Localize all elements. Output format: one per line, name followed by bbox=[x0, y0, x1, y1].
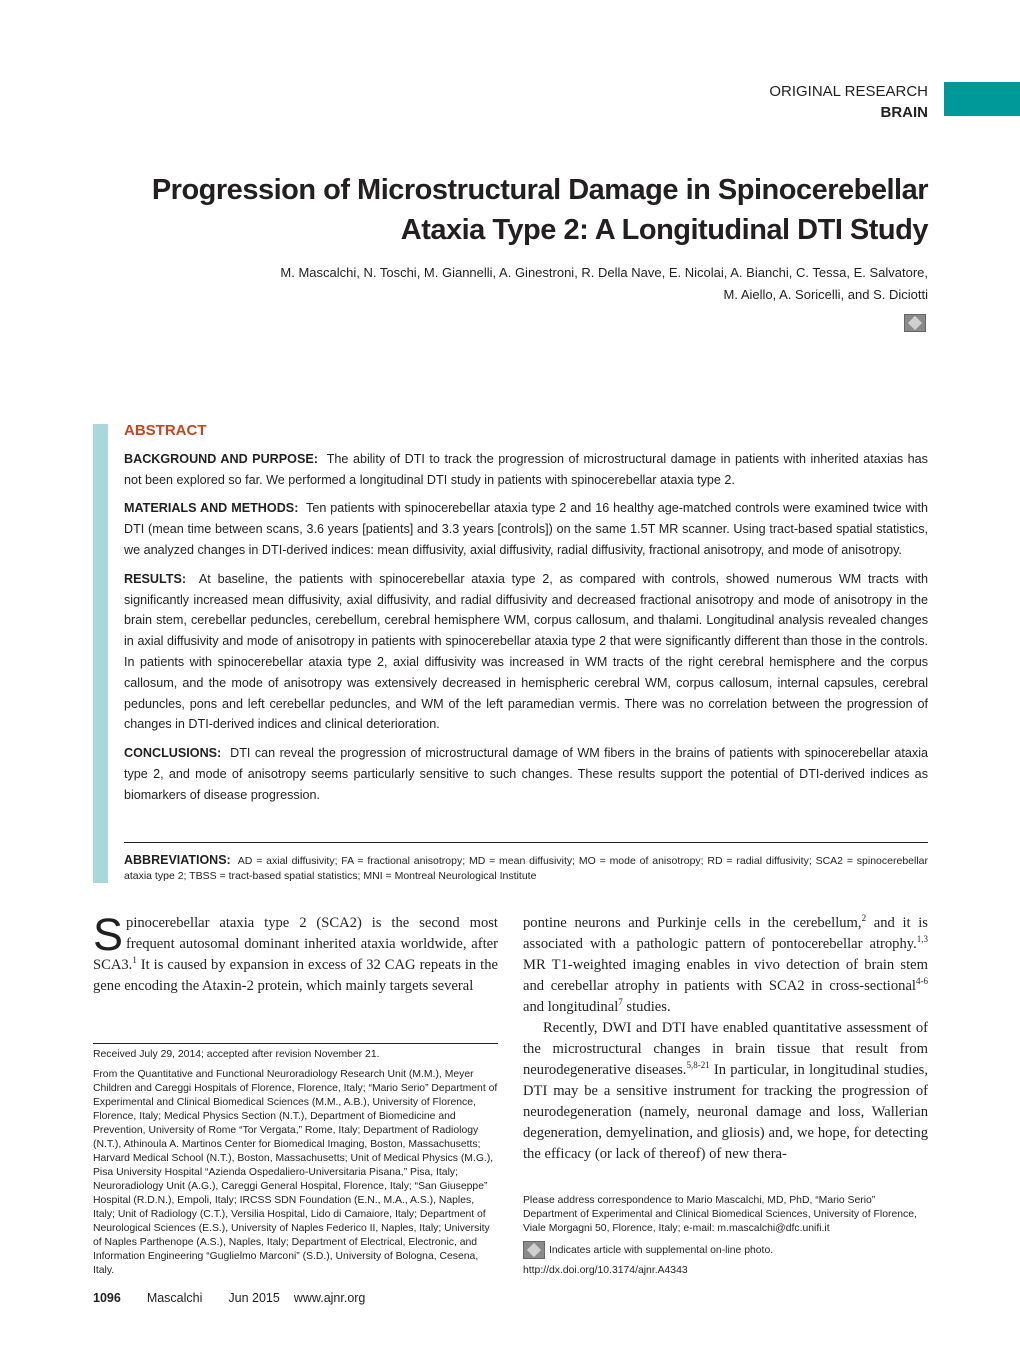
received-date: Received July 29, 2014; accepted after revision November 21. bbox=[93, 1049, 380, 1060]
authors-line: M. Aiello, A. Soricelli, and S. Diciotti bbox=[723, 287, 928, 302]
supplemental-photo-icon bbox=[904, 314, 926, 332]
abstract-side-bar bbox=[93, 424, 108, 883]
title-line: Ataxia Type 2: A Longitudinal DTI Study bbox=[400, 214, 928, 246]
correspondence: Please address correspondence to Mario Mascalchi, MD, PhD, “Mario Serio” Department of Experimental and Clinical Biomedical Sciences, University of Florence, Viale Morgagni 50, Florence, Italy; e-mail: m.mascalchi@dfc.unifi.it bbox=[523, 1195, 917, 1234]
abstract bbox=[124, 421, 928, 814]
supplemental-photo-icon bbox=[523, 1241, 545, 1259]
page-footer bbox=[93, 1291, 391, 1305]
body-column-right bbox=[523, 913, 928, 1165]
footnote-divider bbox=[93, 1043, 498, 1044]
abstract-results: RESULTS: At baseline, the patients with spinocerebellar ataxia type 2, as compared with controls, showed numerous WM tracts with significantly increased mean diffusivity, axial diffusivity, and radial diffusivity and decreased fractional anisotropy and mode of anisotropy in the brain stem, cerebellar peduncles, cerebellum, cerebral hemisphere WM, corpus callosum, and thalami. Longitudinal analysis revealed changes in axial diffusivity and mode of anisotropy in patients with spinocerebellar ataxia type 2 that were significantly different than those in the controls. In patients with spinocerebellar ataxia type 2, axial diffusivity was increased in WM tracts of the right cerebral hemisphere and the corpus callosum, and the mode of anisotropy was extensively decreased in hemispheric cerebral WM, corpus callosum, internal capsules, cerebral peduncles, pons and left cerebellar peduncles, and WM of the left paramedian vermis. There was no correlation between the progression of changes in DTI-derived indices and clinical deterioration. bbox=[124, 571, 928, 732]
affiliations: From the Quantitative and Functional Neuroradiology Research Unit (M.M.), Meyer Children and Careggi Hospitals of Florence, Florence, Italy; “Mario Serio” Department of Experimental and Clinical Biomedical Sciences (M.M., A.B.), University of Florence, Florence, Italy; Medical Physics Section (N.T.), Department of Biomedicine and Prevention, University of Rome “Tor Vergata,” Rome, Italy; Department of Radiology (N.T.), Athinoula A. Martinos Center for Biomedical Imaging, Boston, Massachusetts; Harvard Medical School (N.T.), Boston, Massachusetts; Unit of Medical Physics (M.G.), Pisa University Hospital “Azienda Ospedaliero-Universitaria Pisana,” Pisa, Italy; Neuroradiology Unit (A.G.), Careggi General Hospital, Florence, Italy; “San Giuseppe” Hospital (R.D.N.), Empoli, Italy; IRCSS SDN Foundation (E.N., M.A., A.S.), Naples, Italy; Unit of Radiology (C.T.), Versilia Hospital, Lido di Camaiore, Italy; Department of Neurological Sciences (E.S.), University of Naples Federico II, Naples, Italy; University of Naples Parthenope (A.S.), Naples, Italy; Department of Electrical, Electronic, and Information Engineering “Guglielmo Marconi” (S.D.), University of Bologna, Cesena, Italy. bbox=[93, 1069, 498, 1276]
abstract-heading: ABSTRACT bbox=[124, 422, 207, 439]
abstract-conclusions: CONCLUSIONS: DTI can reveal the progression of microstructural damage of WM fibers in the brains of patients with spinocerebellar ataxia type 2, and mode of anisotropy seems particularly sensitive to such changes. These results support the potential of DTI-derived indices as biomarkers of disease progression. bbox=[124, 746, 929, 802]
footnotes-right bbox=[523, 1194, 928, 1283]
section-label bbox=[769, 81, 928, 123]
page-number: 1096 bbox=[93, 1291, 121, 1305]
footer-author: Mascalchi bbox=[146, 1291, 203, 1305]
abstract-methods: MATERIALS AND METHODS: Ten patients with spinocerebellar ataxia type 2 and 16 healthy age-matched controls were examined twice with DTI (mean time between scans, 3.6 years [patients] and 3.3 years [controls]) on the same 1.5T MR scanner. Using tract-based spatial statistics, we analyzed changes in DTI-derived indices: mean diffusivity, axial diffusivity, radial diffusivity, fractional anisotropy, and mode of anisotropy. bbox=[124, 501, 928, 557]
drop-cap: S bbox=[93, 909, 124, 960]
abstract-background: BACKGROUND AND PURPOSE: The ability of DTI to track the progression of microstructural damage in patients with inherited ataxias has not been explored so far. We performed a longitudinal DTI study in patients with spinocerebellar ataxia type 2. bbox=[124, 451, 928, 487]
doi-link[interactable]: http://dx.doi.org/10.3174/ajnr.A4343 bbox=[523, 1265, 688, 1276]
footer-site[interactable]: www.ajnr.org bbox=[293, 1291, 366, 1305]
footnotes-left bbox=[93, 1048, 498, 1284]
authors-line: M. Mascalchi, N. Toschi, M. Giannelli, A. Ginestroni, R. Della Nave, E. Nicolai, A. Bianchi, C. Tessa, E. Salvatore, bbox=[280, 265, 928, 280]
article-title bbox=[108, 170, 928, 250]
footer-date: Jun 2015 bbox=[228, 1291, 280, 1305]
body-paragraph: pontine neurons and Purkinje cells in the cerebellum,$^2$ and it is associated with a pathologic pattern of pontocerebellar atrophy.$^{1,3}$ MR T1-weighted imaging enables in vivo detection of brain stem and cerebellar atrophy in patients with SCA2 in cross-sectional$^{4-6}$ and longitudinal$^7$ studies. bbox=[523, 913, 928, 1015]
section-subject: BRAIN bbox=[880, 104, 928, 121]
body-paragraph: Recently, DWI and DTI have enabled quantitative assessment of the microstructural changes in brain tissue that result from neurodegenerative diseases.$^{5,8-21}$ In particular, in longitudinal studies, DTI may be a sensitive instrument for tracking the progression of neurodegeneration (namely, neuronal damage and loss, Wallerian degeneration, demyelination, and gliosis) and, we hope, for detecting the efficacy (or lack of thereof) of new thera- bbox=[523, 1020, 929, 1162]
section-color-bar bbox=[944, 82, 1020, 116]
supplemental-note: Indicates article with supplemental on-line photo. bbox=[523, 1241, 928, 1259]
abstract-divider bbox=[124, 842, 928, 843]
title-line: Progression of Microstructural Damage in Spinocerebellar bbox=[151, 174, 928, 206]
body-column-left: Spinocerebellar ataxia type 2 (SCA2) is the second most frequent autosomal dominant inherited ataxia worldwide, after SCA3.$^1$ It is caused by expansion in excess of 32 CAG repeats in the gene encoding the Ataxin-2 protein, which mainly targets several bbox=[93, 909, 498, 994]
abbreviations: ABBREVIATIONS: AD = axial diffusivity; FA = fractional anisotropy; MD = mean diffusivity; MO = mode of anisotropy; RD = radial diffusivity; SCA2 = spinocerebellar ataxia type 2; TBSS = tract-based spatial statistics; MNI = Montreal Neurological Institute bbox=[124, 853, 929, 882]
section-type: ORIGINAL RESEARCH bbox=[769, 83, 928, 100]
author-list bbox=[208, 262, 928, 306]
